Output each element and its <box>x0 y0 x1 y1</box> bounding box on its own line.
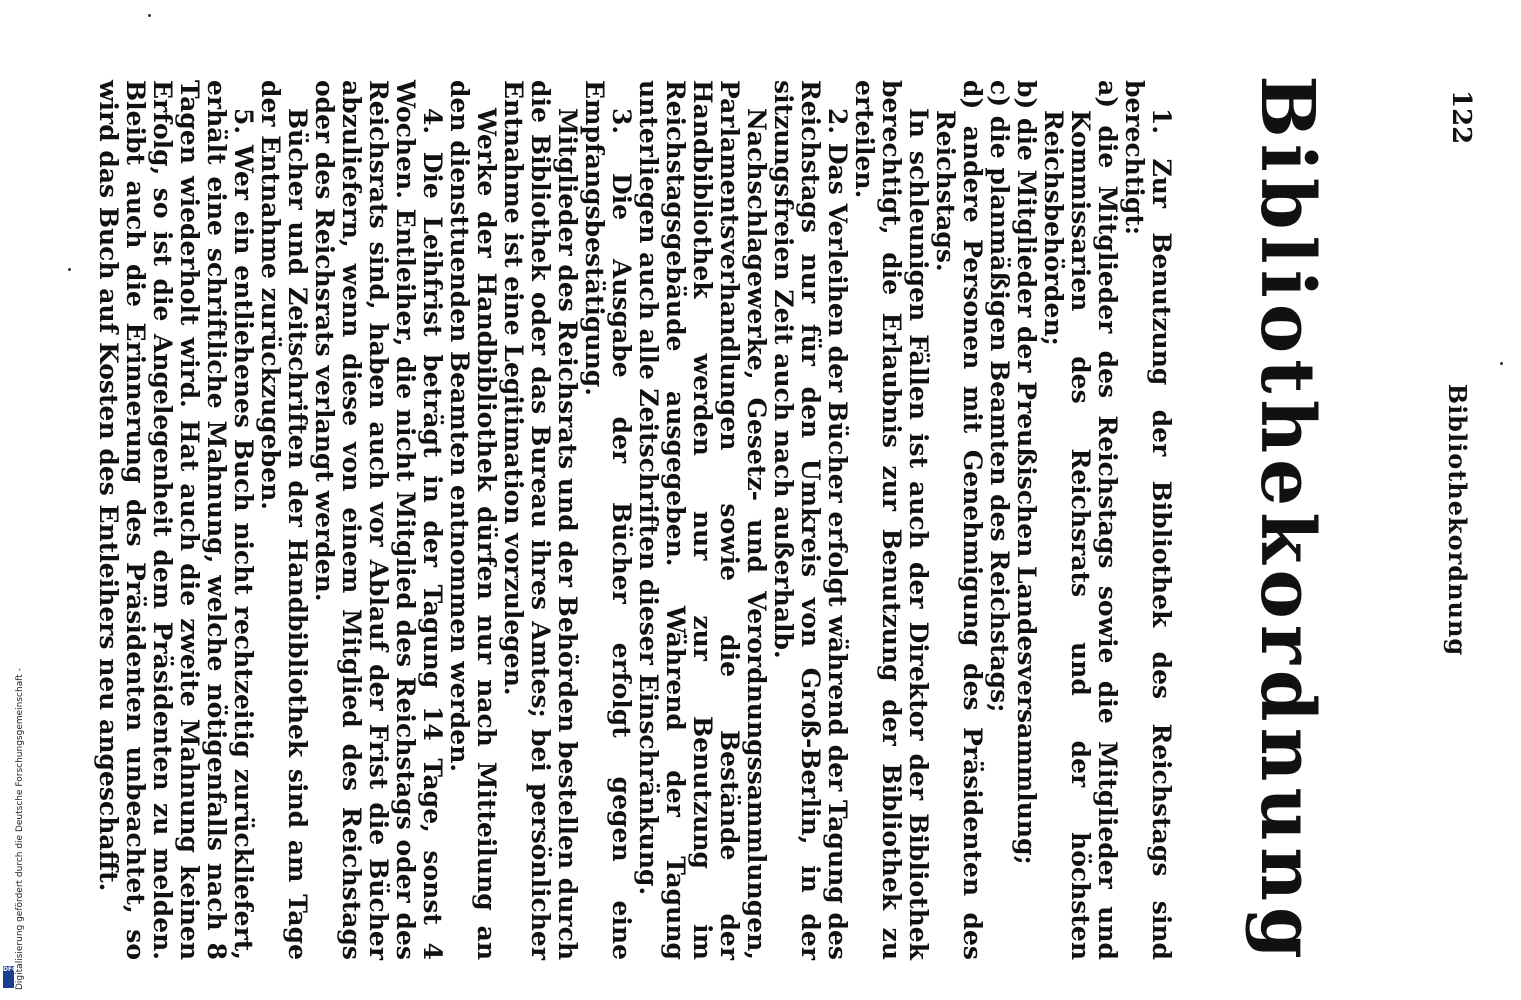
document-body <box>95 80 1175 960</box>
running-head: Bibliothekordnung <box>1443 383 1472 657</box>
paragraph: Mitglieder des Reichsrats und der Behörden bestellen durch die Bibliothek oder das Bureau ihres Amtes; bei persönlicher Entnahme ist eine Legitimation vorzulegen. <box>499 80 582 960</box>
page-header <box>1440 70 1480 970</box>
list-item: a) die Mitglieder des Reichstags sowie die Mitglieder und Kommissarien des Reichsrats und der höchsten Reichsbehörden; <box>1039 80 1122 960</box>
digitization-sidebar <box>0 0 25 1000</box>
paragraph: Nachschlagewerke, Gesetz- und Verordnungssammlungen, Parlamentsverhandlungen sowie die Bestände der Handbibliothek werden nur zur Benutzung im Reichstagsgebäude ausgegeben. Während der Tagung unterliegen auch alle Zeitschriften dieser Einschränkung. <box>634 80 771 960</box>
scan-speck <box>1500 362 1503 365</box>
list-item: b) die Mitglieder der Preußischen Landesversammlung; <box>1012 80 1041 865</box>
paragraph: Werke der Handbibliothek dürfen nur nach Mitteilung an den diensttuenden Beamten entnommen werden. <box>445 80 501 960</box>
paragraph: 5. Wer ein entliehenes Buch nicht rechtzeitig zurückliefert, erhält eine schriftliche Mahnung, welche nötigenfalls nach 8 Tagen wiederholt wird. Hat auch die zweite Mahnung keinen Erfolg, so ist die Angelegenheit dem Präsidenten zu melden. Bleibt auch die Erinnerung des Präsidenten unbeachtet, so wird das Buch auf Kosten des Entleihers neu angeschafft. <box>94 80 258 960</box>
section-intro: 1. Zur Benutzung der Bibliothek des Reichstags sind berechtigt: <box>1120 80 1176 960</box>
digitization-note: Digitalisierung gefördert durch die Deutsche Forschungsgemeinschaft - <box>15 668 25 990</box>
eligibility-list <box>932 80 1121 960</box>
paragraph: 2. Das Verleihen der Bücher erfolgt während der Tagung des Reichstags nur für den Umkreis von Groß-Berlin, in der sitzungsfreien Zeit auch nach außerhalb. <box>769 80 852 960</box>
paragraph: In schleunigen Fällen ist auch der Direktor der Bibliothek berechtigt, die Erlaubnis zur Benutzung der Bibliothek zu erteilen. <box>850 80 933 960</box>
scan-speck <box>148 14 151 17</box>
page-title: Bibliothekordnung <box>1244 75 1330 965</box>
paragraph: 3. Die Ausgabe der Bücher erfolgt gegen eine Empfangsbestätigung. <box>580 80 636 960</box>
list-item: c) die planmäßigen Beamten des Reichstags; <box>985 80 1014 713</box>
dfg-logo: DFG <box>3 966 14 988</box>
list-item: d) andere Personen mit Genehmigung des Präsidenten des Reichstags. <box>931 80 987 960</box>
page-number: 122 <box>1446 90 1476 145</box>
paragraph: 4. Die Leihfrist beträgt in der Tagung 14 Tage, sonst 4 Wochen. Entleiher, die nicht Mitglied des Reichstags oder des Reichsrats sind, haben auch vor Ablauf der Frist die Bücher abzuliefern, wenn diese von einem Mitglied des Reichstags oder des Reichsrats verlangt werden. <box>310 80 447 960</box>
rotated-text-frame <box>40 70 1480 970</box>
paragraph: Bücher und Zeitschriften der Handbibliothek sind am Tage der Entnahme zurückzugeben. <box>256 80 312 960</box>
